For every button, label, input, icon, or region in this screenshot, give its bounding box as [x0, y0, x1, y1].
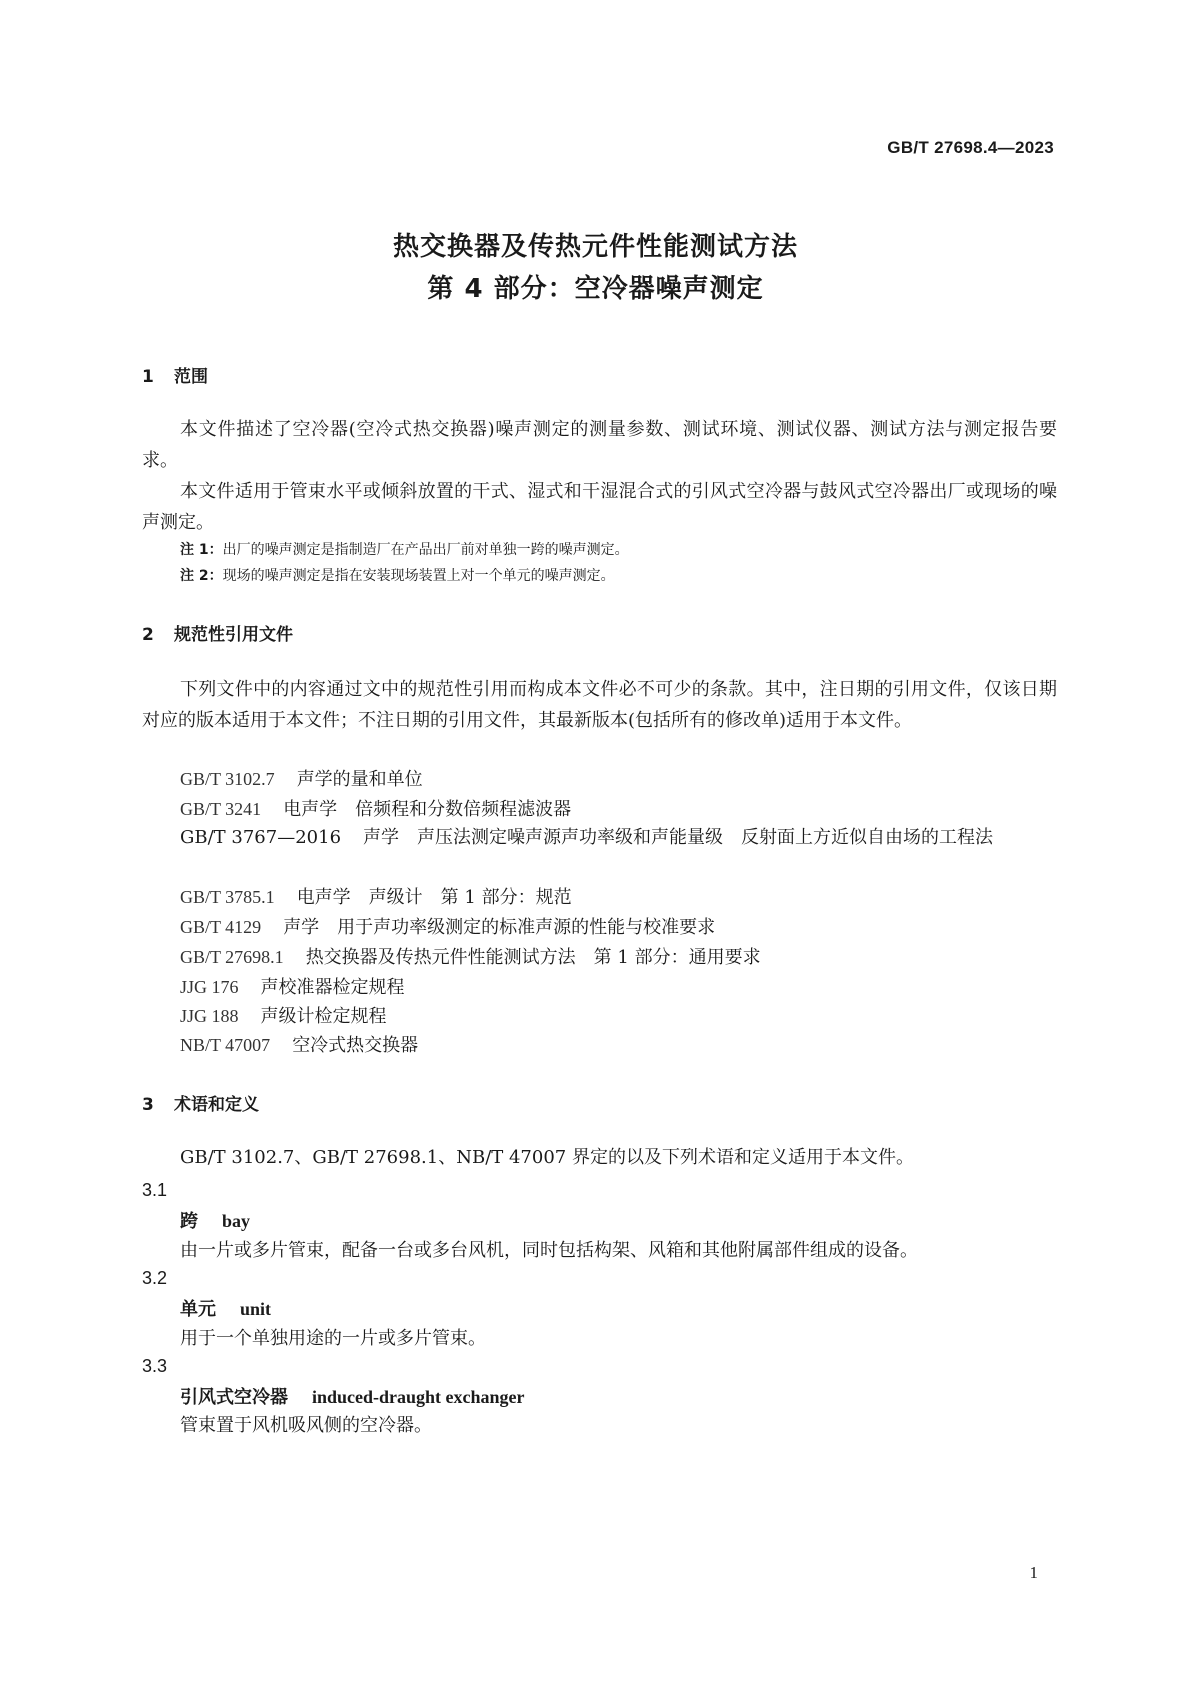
reference-title: 声校准器检定规程	[260, 977, 405, 998]
section-title: 术语和定义	[174, 1095, 259, 1115]
section-2-heading	[142, 620, 293, 645]
page-number: 1	[1029, 1563, 1038, 1582]
reference-item	[180, 764, 423, 795]
term-en: unit	[240, 1299, 272, 1319]
term-en: bay	[222, 1211, 251, 1231]
reference-title: 声学 用于声功率级测定的标准声源的性能与校准要求	[283, 917, 716, 938]
note-label: 注 2：	[180, 568, 223, 584]
reference-code: GB/T 27698.1	[180, 947, 284, 967]
section-3-heading	[142, 1090, 259, 1115]
reference-code: GB/T 3241	[180, 799, 262, 819]
note-text: 出厂的噪声测定是指制造厂在产品出厂前对单独一跨的噪声测定。	[222, 542, 629, 558]
term-definition: 由一片或多片管束，配备一台或多台风机，同时包括构架、风箱和其他附属部件组成的设备。	[180, 1240, 918, 1261]
section-number: 3	[142, 1095, 154, 1115]
section-title: 范围	[174, 367, 208, 387]
reference-item	[180, 942, 761, 973]
term-zh: 跨	[180, 1211, 198, 1232]
term-entry	[180, 1383, 525, 1409]
reference-title: 电声学 倍频程和分数倍频程滤波器	[283, 799, 572, 820]
reference-item	[180, 882, 572, 913]
note-text: 现场的噪声测定是指在安装现场装置上对一个单元的噪声测定。	[222, 568, 615, 584]
term-number: 3.2	[142, 1268, 168, 1288]
note-2	[180, 566, 615, 586]
document-subtitle: 第 4 部分：空冷器噪声测定	[427, 274, 764, 304]
term-zh: 单元	[180, 1299, 216, 1320]
reference-title: 声级计检定规程	[260, 1006, 387, 1027]
note-label: 注 1：	[180, 542, 223, 558]
section-number: 1	[142, 367, 154, 387]
reference-title: 声学的量和单位	[296, 769, 423, 790]
paragraph: 本文件描述了空冷器(空冷式热交换器)噪声测定的测量参数、测试环境、测试仪器、测试方法与测定报告要求。	[142, 419, 1057, 471]
reference-item	[180, 1030, 418, 1061]
term-en: induced-draught exchanger	[312, 1387, 525, 1407]
reference-code: JJG 176	[180, 977, 239, 997]
reference-code: JJG 188	[180, 1006, 239, 1026]
reference-code: GB/T 4129	[180, 917, 262, 937]
reference-code: NB/T 47007	[180, 1035, 271, 1055]
term-number: 3.3	[142, 1356, 168, 1376]
reference-code: GB/T 3767—2016	[180, 827, 342, 848]
document-title: 热交换器及传热元件性能测试方法	[392, 232, 798, 262]
section-title: 规范性引用文件	[174, 625, 293, 645]
paragraph: GB/T 3102.7、GB/T 27698.1、NB/T 47007 界定的以及下列术语和定义适用于本文件。	[180, 1147, 914, 1168]
note-1	[180, 540, 629, 560]
reference-code: GB/T 3102.7	[180, 769, 275, 789]
paragraph: 本文件适用于管束水平或倾斜放置的干式、湿式和干湿混合式的引风式空冷器与鼓风式空冷器出厂或现场的噪声测定。	[142, 481, 1057, 533]
term-definition: 管束置于风机吸风侧的空冷器。	[180, 1415, 432, 1436]
reference-item	[180, 794, 571, 825]
term-entry	[180, 1207, 250, 1233]
section-1-heading	[142, 362, 208, 387]
reference-title: 空冷式热交换器	[292, 1035, 419, 1056]
term-definition: 用于一个单独用途的一片或多片管束。	[180, 1328, 486, 1349]
document-code: GB/T 27698.4—2023	[887, 138, 1054, 157]
reference-item	[180, 912, 715, 943]
reference-title: 声学 声压法测定噪声源声功率级和声能量级 反射面上方近似自由场的工程法	[363, 827, 994, 848]
reference-code: GB/T 3785.1	[180, 887, 275, 907]
term-entry	[180, 1295, 271, 1321]
section-number: 2	[142, 625, 154, 645]
term-zh: 引风式空冷器	[180, 1387, 288, 1408]
term-number: 3.1	[142, 1180, 168, 1200]
paragraph: 下列文件中的内容通过文中的规范性引用而构成本文件必不可少的条款。其中，注日期的引用文件，仅该日期对应的版本适用于本文件；不注日期的引用文件，其最新版本(包括所有的修改单)适用于本文件。	[142, 679, 1057, 731]
reference-title: 热交换器及传热元件性能测试方法 第 1 部分：通用要求	[305, 947, 761, 968]
reference-item	[142, 822, 1057, 853]
reference-item	[180, 972, 405, 1003]
reference-item	[180, 1001, 387, 1032]
reference-title: 电声学 声级计 第 1 部分：规范	[296, 887, 572, 908]
